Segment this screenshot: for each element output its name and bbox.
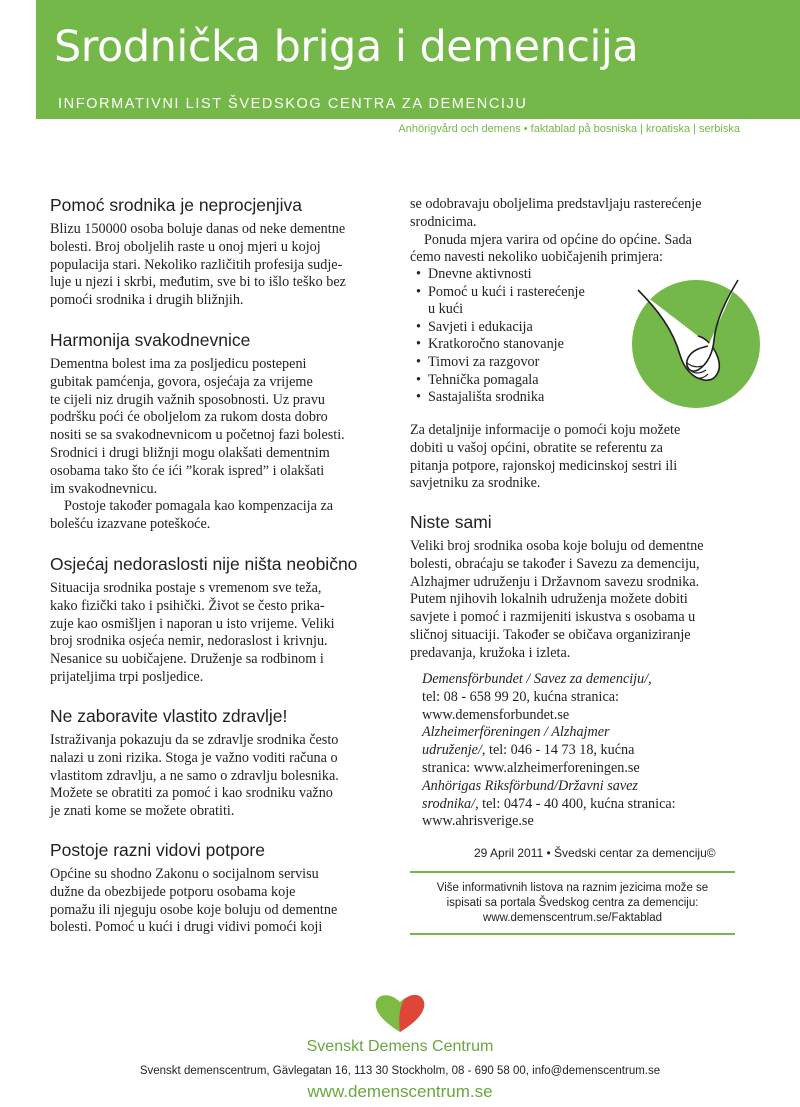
list-item: • Dnevne aktivnosti [416, 266, 532, 282]
text-line: osobama tako što će ići ”korak ispred” i olakšati [50, 462, 325, 479]
list-item: • Sastajališta srodnika [416, 389, 545, 406]
header-banner [36, 0, 800, 119]
heart-logo-icon [370, 992, 430, 1034]
page-title: Srodnička briga i demencija [54, 22, 639, 72]
support-list [410, 266, 585, 407]
org-name: srodnika/, [422, 795, 479, 812]
text-line: sličnoj situaciji. Također se običava organiziranje [410, 626, 691, 643]
contact-website[interactable]: www.demensforbundet.se [422, 706, 570, 723]
contact-website[interactable]: stranica: www.alzheimerforeningen.se [422, 759, 640, 776]
text-line: pomažu ili njeguju osobe koje boluju od dementne [50, 901, 338, 918]
list-item: • Savjeti i edukacija [416, 318, 533, 335]
contact-website[interactable]: www.ahrisverige.se [422, 813, 534, 830]
text-line: Više informativnih listova na raznim jezicima može se [436, 882, 709, 894]
text-line: Putem njihovih lokalnih udruženja možete dobiti [410, 591, 688, 608]
section-heading: Ne zaboravite vlastito zdravlje! [50, 706, 288, 726]
text-line: kako fizički tako i psihički. Život se često prika- [50, 597, 325, 614]
text-line: Dementna bolest ima za posljedicu postepeni [50, 356, 307, 372]
text-line: dobiti u vašoj općini, obratite se referentu za [410, 439, 663, 456]
intro-text [410, 196, 702, 267]
section-heading: Pomoć srodnika je neprocjenjiva [50, 195, 302, 215]
text-line: gubitak pamćenja, govora, osjećaja za vrijeme [50, 373, 313, 390]
text-line: nalazi u zoni rizika. Stoga je važno voditi računa o [50, 749, 338, 766]
text-line: bolešću izazvane poteškoće. [50, 516, 211, 533]
list-item-label: Dnevne aktivnosti [428, 266, 532, 282]
text-line: vlastitom zdravlju, a ne samo o zdravlju bolesnika. [50, 767, 339, 784]
contact-name [422, 671, 676, 689]
text-line: bolesti. Pomoć u kući i drugi vidivi pomoći koji [50, 919, 323, 936]
text-line: savjete i pomoć i razmijeniti iskustva s osobama u [410, 609, 696, 626]
text-line: te cijeli niz drugih važnih sposobnosti. Uz pravu [50, 391, 326, 408]
text-line [410, 232, 702, 250]
faktablad-link[interactable]: www.demenscentrum.se/Faktablad [483, 912, 662, 924]
text-line: populacija stari. Nekoliko različitih profesija sudje- [50, 256, 343, 273]
org-name: Anhörigas Riksförbund/Državni savez [422, 777, 638, 794]
text-line: prijateljima trpi posljedice. [50, 668, 204, 685]
logo-text: Svenskt Demens Centrum [306, 1038, 494, 1055]
text-line: Istraživanja pokazuju da se zdravlje srodnika često [50, 732, 339, 748]
text-line: srodnicima. [410, 213, 477, 230]
text-line: luje u njezi i skrbi, međutim, sve bi to išlo teško bez [50, 274, 346, 291]
text-line: Srodnici i drugi bližnji mogu olakšati dementnim [50, 444, 330, 461]
section-heading: Postoje razni vidovi potpore [50, 840, 265, 860]
language-line: Anhörigvård och demens • faktablad på bosniska | kroatiska | serbiska [398, 123, 740, 135]
text-line: nositi se sa svakodnevnicom u početnoj fazi bolesti. [50, 427, 345, 444]
page-subtitle: INFORMATIVNI LIST ŠVEDSKOG CENTRA ZA DEMENCIJU [58, 96, 528, 112]
text-line: Situacija srodnika postaje s vremenom sve teža, [50, 580, 322, 596]
text-line: Blizu 150000 osoba boluje danas od neke dementne [50, 221, 346, 237]
list-item: • Kratkoročno stanovanje [416, 336, 564, 353]
phone-text: tel: 0474 - 40 400, kućna stranica: [478, 795, 676, 812]
list-item: • Pomoć u kući i rasterećenje [416, 283, 585, 300]
list-item-label: Timovi za razgovor [428, 353, 540, 370]
text-line: im svakodnevnicu. [50, 480, 158, 497]
more-info-box [410, 881, 735, 926]
section-heading: Harmonija svakodnevnice [50, 330, 251, 350]
text-line: Alzhajmer udruženju i Državnom savezu srodnika. [410, 573, 700, 590]
text-line-content: Ponuda mjera varira od općine do općine. Sada [424, 231, 692, 248]
text-line: bolesti. Broj oboljelih raste u onoj mjeri u kojoj [50, 238, 321, 255]
text-line: savjetniku za srodnike. [410, 475, 541, 492]
section-heading: Osjećaj nedoraslosti nije ništa neobično [50, 554, 358, 574]
text-line: Veliki broj srodnika osoba koje boluju od dementne [410, 538, 704, 554]
list-item-label: Pomoć u kući i rasterećenje [428, 283, 585, 300]
list-item [410, 301, 585, 319]
text-line: zuje kao osmišljen i naporan u isto vrijeme. Veliki [50, 615, 335, 632]
text-line: je znati kome se možete obratiti. [50, 803, 235, 820]
text-line: ćemo navesti nekoliko uobičajenih primjera: [410, 249, 663, 266]
org-name: Alzheimerföreningen / Alzhajmer [422, 724, 610, 741]
date-line: 29 April 2011 • Švedski centar za demenciju© [474, 846, 716, 860]
contact-list [422, 671, 676, 831]
footer-url-link[interactable]: www.demenscentrum.se [307, 1082, 493, 1101]
text-line: pitanja potpore, rajonskoj medicinskoj sestri ili [410, 457, 678, 474]
phone-text: tel: 046 - 14 73 18, kućna [485, 742, 635, 759]
contact-name [422, 724, 676, 742]
text-line: dužne da obezbijede potporu osobama koje [50, 883, 296, 900]
section-body [50, 866, 337, 937]
contact-phone [422, 796, 676, 814]
divider [410, 933, 735, 935]
text-line: Nesanice su uobičajene. Druženje sa rodbinom i [50, 651, 324, 668]
text-line: se odobravaju oboljelima predstavljaju rasterećenje [410, 196, 702, 212]
text-line: bolesti, obraćaju se također i Savezu za demenciju, [410, 555, 700, 572]
divider [410, 871, 735, 873]
text-line [50, 498, 345, 516]
list-item-label: Savjeti i edukacija [428, 318, 533, 335]
list-item-label: u kući [428, 301, 464, 318]
text-line: ispisati sa portala Švedskog centra za demenciju: [446, 897, 699, 909]
section-heading: Niste sami [410, 512, 492, 532]
contact-phone [422, 742, 676, 760]
org-name: udruženje/, [422, 742, 486, 759]
org-name: Demensförbundet / Savez za demenciju/, [422, 671, 652, 687]
text-line: predavanja, kružoka i izleta. [410, 644, 571, 661]
text-line-content: Postoje također pomagala kao kompenzacija za [64, 498, 334, 515]
footer-address: Svenskt demenscentrum, Gävlegatan 16, 113 30 Stockholm, 08 - 690 58 00, info@demenscentrum.se [139, 1065, 661, 1077]
section-body [50, 356, 345, 534]
contact-name [422, 778, 676, 796]
contact-phone: tel: 08 - 658 99 20, kućna stranica: [422, 688, 619, 705]
list-item-label: Sastajališta srodnika [428, 389, 545, 406]
list-item: • Tehnička pomagala [416, 371, 539, 388]
text-line: Možete se obratiti za pomoć i kao srodniku važno [50, 785, 333, 802]
list-item-label: Tehnička pomagala [428, 371, 539, 388]
list-item-label: Kratkoročno stanovanje [428, 336, 564, 353]
section-body [50, 732, 339, 821]
text-line: broj srodnika osjeća nemir, nedoraslost i krivnju. [50, 633, 328, 650]
text-line: podršku poći će oboljelom za rukom dosta dobro [50, 409, 328, 426]
holding-hands-illustration [618, 270, 763, 410]
list-item: • Timovi za razgovor [416, 353, 540, 370]
info-text [410, 422, 680, 493]
text-line: Za detaljnije informacije o pomoći koju možete [410, 422, 681, 438]
section-body [50, 221, 346, 310]
text-line: Općine su shodno Zakonu o socijalnom servisu [50, 866, 319, 882]
text-line: pomoći srodnika i drugih bližnjih. [50, 292, 244, 309]
section-body [410, 538, 704, 663]
section-body [50, 580, 335, 687]
